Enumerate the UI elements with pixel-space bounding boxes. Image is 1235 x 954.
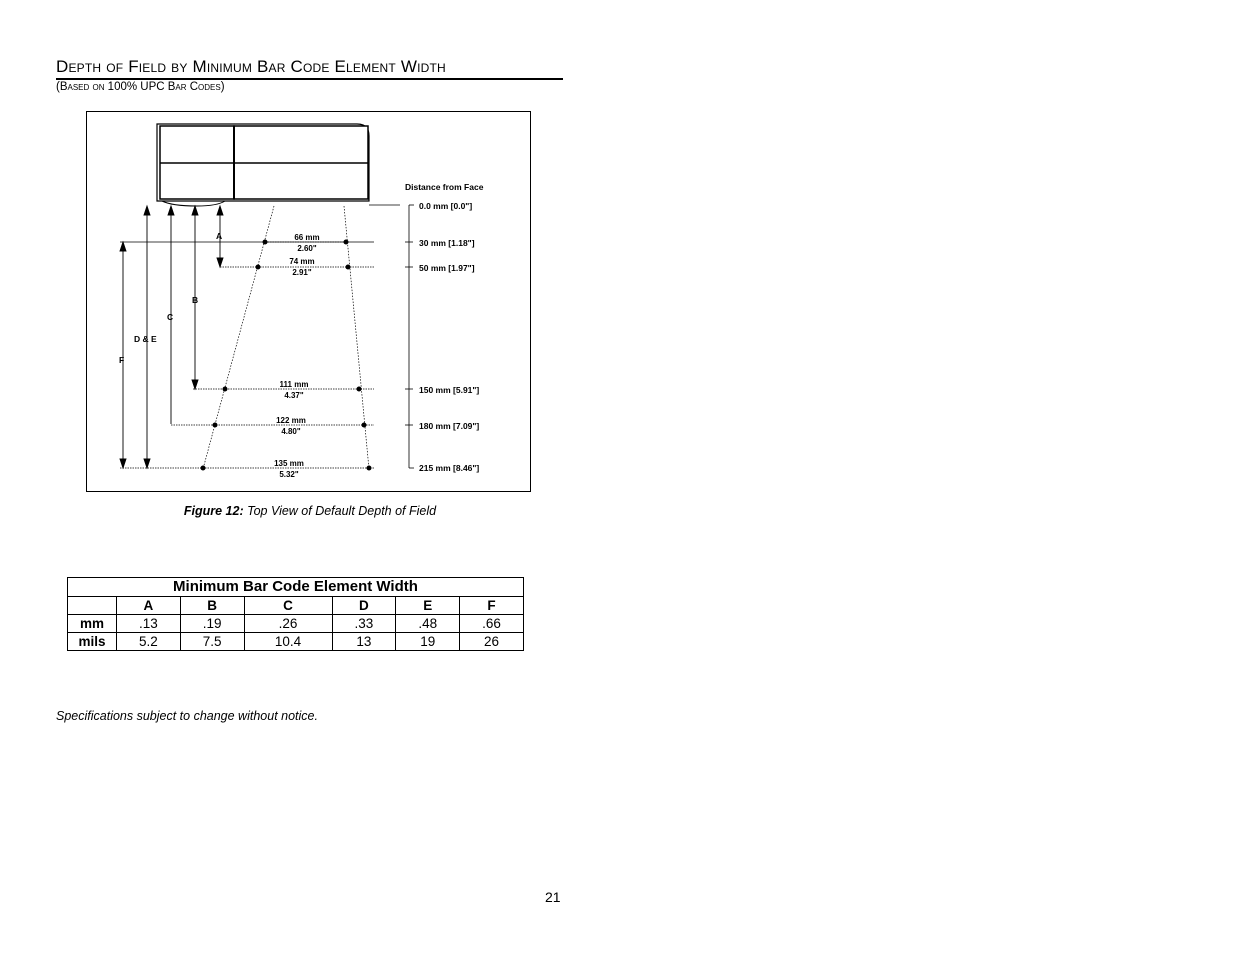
width-mm-label: 111 mm — [279, 380, 309, 389]
table-cell: .26 — [244, 615, 332, 633]
table-cell: 7.5 — [180, 633, 244, 651]
column-header: A — [117, 597, 181, 615]
distance-label: 150 mm [5.91"] — [419, 385, 480, 395]
column-header: F — [460, 597, 524, 615]
column-header: E — [396, 597, 460, 615]
width-in-label: 5.32" — [279, 470, 299, 479]
table-cell: 13 — [332, 633, 396, 651]
range-label-a: A — [216, 231, 223, 241]
distance-label: 0.0 mm [0.0"] — [419, 201, 473, 211]
range-label-c: C — [167, 312, 174, 322]
table-cell: .33 — [332, 615, 396, 633]
distance-label: 215 mm [8.46"] — [419, 463, 480, 473]
depth-of-field-diagram — [87, 112, 530, 491]
distance-label: 30 mm [1.18"] — [419, 238, 475, 248]
element-width-table — [67, 577, 524, 651]
table-cell: 5.2 — [117, 633, 181, 651]
width-in-label: 2.91" — [292, 268, 312, 277]
distance-label: 180 mm [7.09"] — [419, 421, 480, 431]
column-header: C — [244, 597, 332, 615]
width-in-label: 2.60" — [297, 244, 317, 253]
width-mm-label: 122 mm — [276, 416, 306, 425]
range-label-f: F — [119, 355, 125, 365]
table-cell: .13 — [117, 615, 181, 633]
column-header: B — [180, 597, 244, 615]
width-in-label: 4.37" — [284, 391, 304, 400]
width-in-label: 4.80" — [281, 427, 301, 436]
figure-caption — [0, 504, 620, 518]
table-caption: Minimum Bar Code Element Width — [68, 578, 524, 597]
figure-caption-number: Figure 12: — [183, 504, 244, 518]
width-mm-label: 66 mm — [294, 233, 320, 242]
table-cell: .48 — [396, 615, 460, 633]
width-mm-label: 74 mm — [289, 257, 315, 266]
page-number: 21 — [545, 889, 561, 905]
table-cell: .66 — [460, 615, 524, 633]
table-header-row — [68, 597, 524, 615]
page-title: Depth of Field by Minimum Bar Code Element Width — [56, 56, 563, 80]
depth-of-field-figure — [86, 111, 531, 492]
range-label-b: B — [192, 295, 199, 305]
distance-scale — [405, 205, 414, 468]
table-cell: 10.4 — [244, 633, 332, 651]
distance-label: 50 mm [1.97"] — [419, 263, 475, 273]
table-row — [68, 615, 524, 633]
row-label: mils — [68, 633, 117, 651]
width-lines — [120, 242, 374, 468]
page-subtitle: (Based on 100% UPC Bar Codes) — [56, 81, 225, 93]
table-cell: 19 — [396, 633, 460, 651]
table-row — [68, 633, 524, 651]
table-cell: .19 — [180, 615, 244, 633]
table-cell: 26 — [460, 633, 524, 651]
row-label: mm — [68, 615, 117, 633]
range-label-d-e: D & E — [134, 334, 157, 344]
column-header: D — [332, 597, 396, 615]
width-mm-label: 135 mm — [274, 459, 304, 468]
table-corner-cell — [68, 597, 117, 615]
distance-header: Distance from Face — [405, 182, 484, 192]
figure-caption-text: Top View of Default Depth of Field — [243, 504, 437, 518]
scanner-outline — [157, 124, 369, 206]
footnote: Specifications subject to change without notice. — [56, 709, 318, 723]
